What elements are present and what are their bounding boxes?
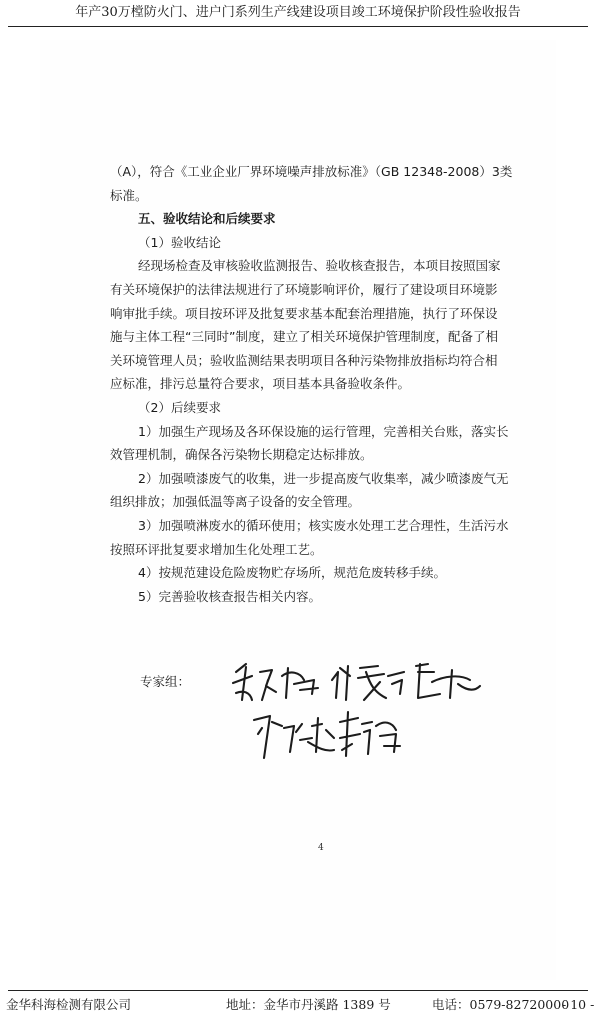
text-line: 经现场检查及审核验收监测报告、验收核查报告，本项目按照国家 (138, 258, 501, 274)
signature-3 (416, 664, 480, 698)
section-heading: 五、验收结论和后续要求 (138, 211, 276, 227)
text-line: 按照环评批复要求增加生化处理工艺。 (110, 541, 323, 557)
signature-1 (233, 664, 318, 700)
text-line: 应标准，排污总量符合要求，项目基本具备验收条件。 (110, 376, 411, 392)
footer-phone: 电话：0579-82720000 (432, 997, 570, 1012)
footer-rule (8, 990, 588, 991)
text-line: 施与主体工程“三同时”制度，建立了相关环境保护管理制度，配备了相 (110, 329, 498, 345)
subsection-heading: （2）后续要求 (138, 399, 221, 415)
footer-company: 金华科海检测有限公司 (6, 997, 132, 1012)
text-line: 5）完善验收核查报告相关内容。 (138, 588, 321, 604)
text-line: 关环境管理人员；验收监测结果表明项目各种污染物排放指标均符合相 (110, 352, 498, 368)
text-line: 效管理机制，确保各污染物长期稳定达标排放。 (110, 447, 373, 463)
signature-5 (340, 712, 400, 756)
text-line: 组织排放；加强低温等离子设备的安全管理。 (110, 494, 361, 510)
text-line: 2）加强喷漆废气的收集，进一步提高废气收集率，减少喷漆废气无 (138, 470, 509, 486)
subsection-heading: （1）验收结论 (138, 234, 221, 250)
text-line: 3）加强喷淋废水的循环使用；核实废水处理工艺合理性，生活污水 (138, 517, 509, 533)
text-line: （A），符合《工业企业厂界环境噪声排放标准》（GB 12348-2008）3类 (110, 164, 513, 179)
text-line: 有关环境保护的法律法规进行了环境影响评价，履行了建设项目环境影 (110, 281, 498, 297)
text-line: 响审批手续。项目按环评及批复要求基本配套治理措施，执行了环保设 (110, 305, 498, 321)
signature-2 (332, 666, 404, 700)
text-line: 4）按规范建设危险废物贮存场所，规范危废转移手续。 (138, 565, 446, 581)
text-line: 1）加强生产现场及各环保设施的运行管理，完善相关台账，落实长 (138, 423, 509, 439)
footer-address: 地址：金华市丹溪路 1389 号 (226, 997, 391, 1012)
signature-4 (254, 716, 334, 758)
inner-page-number: 4 (318, 843, 324, 853)
page-header-title: 年产30万樘防火门、进户门系列生产线建设项目竣工环境保护阶段性验收报告 (75, 5, 521, 20)
footer-page-number: - 10 - (562, 997, 595, 1012)
experts-label: 专家组： (140, 674, 191, 689)
text-line: 标准。 (110, 187, 148, 203)
